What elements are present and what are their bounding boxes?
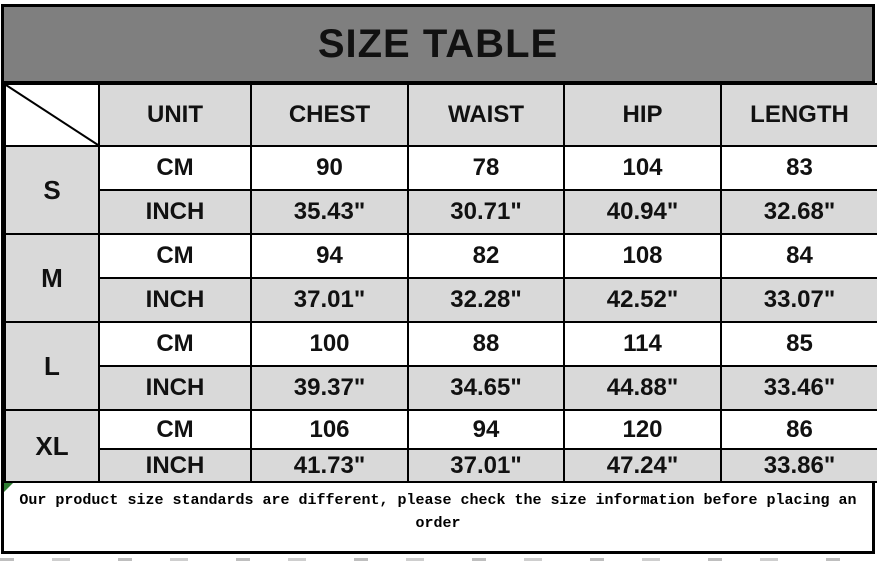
value-cell: 42.52" — [564, 278, 721, 322]
column-header-chest: CHEST — [251, 84, 408, 146]
value-cell: 108 — [564, 234, 721, 278]
note-text: Our product size standards are different, please check the size information before placing an order — [19, 492, 857, 533]
table-row — [5, 146, 877, 190]
value-cell: 120 — [564, 410, 721, 449]
value-cell: 33.46" — [721, 366, 877, 410]
table-row — [5, 190, 877, 234]
table-header-row — [5, 84, 877, 146]
unit-cell-cm: CM — [99, 234, 251, 278]
size-label-xl: XL — [5, 410, 99, 482]
column-header-waist: WAIST — [408, 84, 564, 146]
value-cell: 33.86" — [721, 449, 877, 482]
value-cell: 37.01" — [408, 449, 564, 482]
table-row — [5, 366, 877, 410]
unit-cell-inch: INCH — [99, 278, 251, 322]
unit-cell-inch: INCH — [99, 190, 251, 234]
size-label-m: M — [5, 234, 99, 322]
value-cell: 47.24" — [564, 449, 721, 482]
value-cell: 32.68" — [721, 190, 877, 234]
value-cell: 84 — [721, 234, 877, 278]
unit-cell-cm: CM — [99, 322, 251, 366]
size-label-s: S — [5, 146, 99, 234]
unit-cell-inch: INCH — [99, 449, 251, 482]
value-cell: 94 — [408, 410, 564, 449]
table-row — [5, 322, 877, 366]
value-cell: 44.88" — [564, 366, 721, 410]
value-cell: 34.65" — [408, 366, 564, 410]
diagonal-line — [6, 85, 98, 145]
size-label-l: L — [5, 322, 99, 410]
table-row — [5, 278, 877, 322]
value-cell: 78 — [408, 146, 564, 190]
size-table — [4, 83, 877, 483]
column-header-unit: UNIT — [99, 84, 251, 146]
table-row — [5, 449, 877, 482]
title-bar — [4, 7, 872, 83]
corner-marker-triangle — [4, 483, 13, 492]
value-cell: 106 — [251, 410, 408, 449]
value-cell: 86 — [721, 410, 877, 449]
value-cell: 85 — [721, 322, 877, 366]
unit-cell-cm: CM — [99, 146, 251, 190]
unit-cell-inch: INCH — [99, 366, 251, 410]
value-cell: 94 — [251, 234, 408, 278]
column-header-hip: HIP — [564, 84, 721, 146]
value-cell: 41.73" — [251, 449, 408, 482]
value-cell: 83 — [721, 146, 877, 190]
table-row — [5, 234, 877, 278]
value-cell: 32.28" — [408, 278, 564, 322]
value-cell: 39.37" — [251, 366, 408, 410]
value-cell: 114 — [564, 322, 721, 366]
value-cell: 33.07" — [721, 278, 877, 322]
column-header-length: LENGTH — [721, 84, 877, 146]
unit-cell-cm: CM — [99, 410, 251, 449]
size-chart-frame — [1, 4, 875, 554]
value-cell: 35.43" — [251, 190, 408, 234]
table-row — [5, 410, 877, 449]
value-cell: 90 — [251, 146, 408, 190]
note-box — [4, 483, 872, 551]
value-cell: 40.94" — [564, 190, 721, 234]
value-cell: 100 — [251, 322, 408, 366]
page-title: SIZE TABLE — [317, 21, 559, 66]
value-cell: 88 — [408, 322, 564, 366]
diagonal-cell — [5, 84, 99, 146]
value-cell: 37.01" — [251, 278, 408, 322]
value-cell: 30.71" — [408, 190, 564, 234]
value-cell: 82 — [408, 234, 564, 278]
value-cell: 104 — [564, 146, 721, 190]
